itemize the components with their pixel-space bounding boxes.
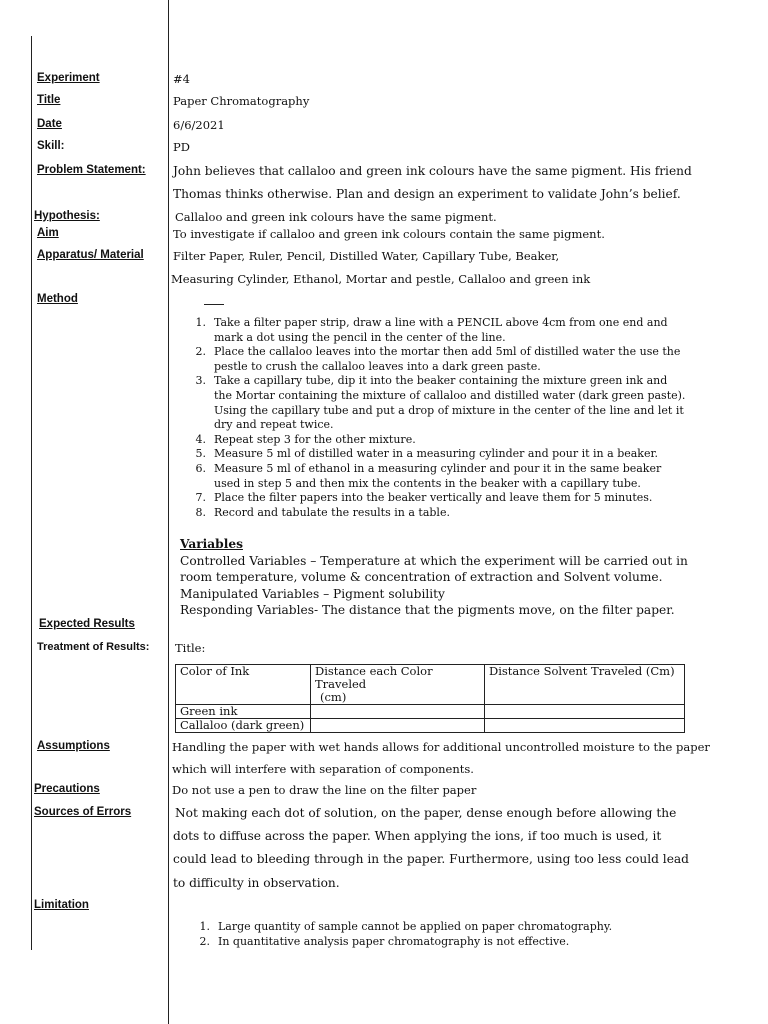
item-text: In quantitative analysis paper chromatography is not effective. [218,934,570,948]
limitation-item [194,935,612,950]
variables-line: Responding Variables- The distance that the pigments move, on the filter paper. [180,602,675,617]
apparatus-line: Measuring Cylinder, Ethanol, Mortar and pestle, Callaloo and green ink [171,272,591,286]
problem-statement-line: John believes that callaloo and green ink colours have the same pigment. His friend [173,164,692,178]
aim-label: Aim [37,227,59,239]
method-step [190,506,685,521]
variables-line: room temperature, volume & concentration of extraction and Solvent volume. [180,570,663,585]
table-title-label: Title: [175,641,206,655]
limitation-item [194,920,612,935]
step-line: pestle to crush the callaloo leaves into a dark green paste. [214,359,541,373]
date-value: 6/6/2021 [173,118,225,132]
step-number: 1. [195,316,206,329]
title-value: Paper Chromatography [173,94,310,108]
errors-line: could lead to bleeding through in the paper. Furthermore, using too less could lead [173,852,689,866]
method-step [190,433,685,448]
experiment-label: Experiment [37,72,100,84]
step-line: Place the filter papers into the beaker vertically and leave them for 5 minutes. [214,491,653,505]
expected-results-label: Expected Results [39,618,135,630]
variables-heading: Variables [180,537,243,551]
table-cell [485,705,685,719]
table-cell: Callaloo (dark green) [176,719,311,733]
method-step [190,447,685,462]
title-label: Title [37,94,61,106]
step-number: 8. [195,505,206,519]
limitation-label: Limitation [34,899,89,911]
table-row [176,719,685,733]
apparatus-label: Apparatus/ Material [37,249,144,261]
left-margin-rule [31,36,32,950]
table-cell: Green ink [176,705,311,719]
skill-value: PD [173,140,190,154]
step-number: 4. [195,432,206,446]
item-number: 1. [199,920,210,933]
table-row [176,705,685,719]
treatment-of-results-label: Treatment of Results: [37,641,150,653]
step-line: Take a filter paper strip, draw a line with a PENCIL above 4cm from one end and [214,316,668,329]
column-divider-rule [168,0,169,1024]
step-number: 2. [195,345,206,359]
table-cell [485,719,685,733]
hypothesis-label: Hypothesis: [34,210,100,222]
variables-line: Manipulated Variables – Pigment solubility [180,586,445,601]
method-step [190,374,685,432]
errors-line: to difficulty in observation. [173,876,340,890]
assumptions-line: which will interfere with separation of components. [172,762,474,776]
step-line: Repeat step 3 for the other mixture. [214,432,416,446]
skill-label: Skill: [37,140,65,152]
method-step [190,462,685,491]
step-line: Using the capillary tube and put a drop of mixture in the center of the line and let it [214,403,684,417]
variables-line: Controlled Variables – Temperature at which the experiment will be carried out in [180,554,688,568]
assumptions-label: Assumptions [37,740,110,752]
step-line: Record and tabulate the results in a table. [214,505,450,519]
table-cell [311,705,485,719]
step-number: 3. [195,374,206,388]
assumptions-line: Handling the paper with wet hands allows for additional uncontrolled moisture to the paper [172,740,710,754]
step-line: Take a capillary tube, dip it into the beaker containing the mixture green ink and [214,374,668,388]
item-number: 2. [199,934,210,948]
method-short-underline [204,304,224,305]
step-line: dry and repeat twice. [214,418,334,432]
table-cell [311,719,485,733]
table-header-cell: Distance Solvent Traveled (Cm) [485,665,685,705]
apparatus-line: Filter Paper, Ruler, Pencil, Distilled Water, Capillary Tube, Beaker, [173,249,560,263]
step-line: Measure 5 ml of distilled water in a measuring cylinder and pour it in a beaker. [214,447,659,461]
step-line: Measure 5 ml of ethanol in a measuring cylinder and pour it in the same beaker [214,461,662,475]
date-label: Date [37,118,62,130]
method-step [190,491,685,506]
results-table [175,664,685,733]
problem-statement-label: Problem Statement: [37,164,146,176]
precautions-label: Precautions [34,783,100,795]
step-number: 7. [195,491,206,505]
step-line: Place the callaloo leaves into the mortar then add 5ml of distilled water the use the [214,345,681,359]
sources-of-errors-label: Sources of Errors [34,806,132,818]
table-header-cell: Distance each Color Traveled (cm) [311,665,485,705]
item-text: Large quantity of sample cannot be applied on paper chromatography. [218,920,613,933]
step-number: 6. [195,461,206,475]
table-header-row [176,665,685,705]
problem-statement-line: Thomas thinks otherwise. Plan and design an experiment to validate John’s belief. [173,187,681,201]
step-line: the Mortar containing the mixture of callaloo and distilled water (dark green paste). [214,388,686,402]
errors-line: Not making each dot of solution, on the paper, dense enough before allowing the [175,806,677,820]
method-steps [190,316,685,520]
hypothesis-value: Callaloo and green ink colours have the same pigment. [175,210,497,224]
variables-block [180,553,688,618]
limitation-list [194,920,612,949]
experiment-value: #4 [173,72,190,86]
step-number: 5. [195,447,206,461]
step-line: used in step 5 and then mix the contents in the beaker with a capillary tube. [214,476,641,490]
precautions-value: Do not use a pen to draw the line on the filter paper [172,783,477,797]
table-header-cell: Color of Ink [176,665,311,705]
aim-value: To investigate if callaloo and green ink colours contain the same pigment. [173,227,605,241]
method-label: Method [37,293,78,305]
method-step [190,345,685,374]
step-line: mark a dot using the pencil in the center of the line. [214,330,506,344]
method-step [190,316,685,345]
errors-line: dots to diffuse across the paper. When applying the ions, if too much is used, it [173,829,662,843]
